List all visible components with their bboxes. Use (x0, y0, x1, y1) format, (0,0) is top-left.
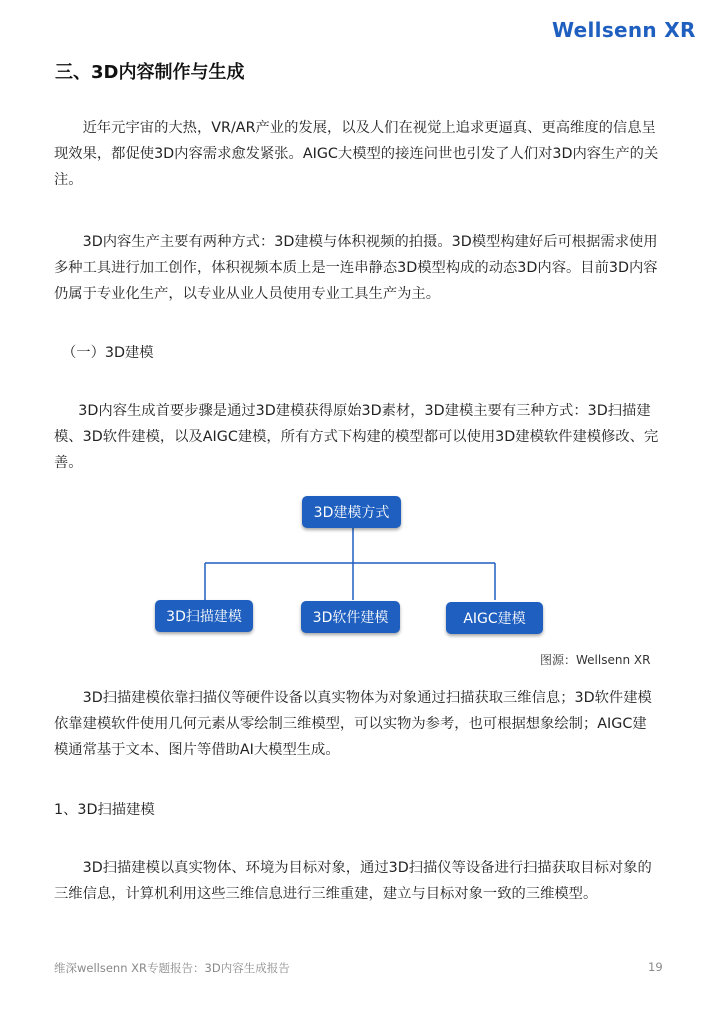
modeling-methods-diagram (0, 490, 710, 640)
paragraph-scan-modeling: 3D扫描建模以真实物体、环境为目标对象，通过3D扫描仪等设备进行扫描获取目标对象的三维信息，计算机利用这些三维信息进行三维重建，建立与目标对象一致的三维模型。 (54, 860, 652, 902)
paragraph-production-methods: 3D内容生产主要有两种方式：3D建模与体积视频的拍摄。3D模型构建好后可根据需求使用多种工具进行加工创作，体积视频本质上是一连串静态3D模型构成的动态3D内容。目前3D内容仍属于专业化生产，以专业从业人员使用专业工具生产为主。 (54, 234, 658, 302)
paragraph-modeling-steps: 3D内容生成首要步骤是通过3D建模获得原始3D素材，3D建模主要有三种方式：3D扫描建模、3D软件建模，以及AIGC建模，所有方式下构建的模型都可以使用3D建模软件建模修改、完善。 (54, 403, 659, 471)
figure-caption: 图源：Wellsenn XR (540, 653, 651, 667)
diagram-box-scan: 3D扫描建模 (155, 600, 253, 632)
diagram-box-software: 3D软件建模 (301, 601, 400, 633)
subheading-3d-scan: 1、3D扫描建模 (54, 802, 155, 818)
paragraph-modeling-comparison: 3D扫描建模依靠扫描仪等硬件设备以真实物体为对象通过扫描获取三维信息；3D软件建模依靠建模软件使用几何元素从零绘制三维模型，可以实物为参考，也可根据想象绘制；AIGC建模通常基于文本、图片等借助AI大模型生成。 (54, 690, 652, 758)
paragraph-intro: 近年元宇宙的大热，VR/AR产业的发展，以及人们在视觉上追求更逼真、更高维度的信息呈现效果，都促使3D内容需求愈发紧张。AIGC大模型的接连问世也引发了人们对3D内容生产的关注。 (54, 120, 659, 188)
page-number: 19 (648, 960, 663, 974)
footer-report-title: 维深wellsenn XR专题报告：3D内容生成报告 (54, 961, 290, 975)
subheading-3d-modeling: （一）3D建模 (62, 345, 154, 361)
wellsenn-logo: Wellsenn XR (552, 18, 696, 42)
diagram-box-aigc: AIGC建模 (446, 602, 543, 634)
section-title: 三、3D内容制作与生成 (55, 62, 245, 83)
diagram-root-box: 3D建模方式 (302, 496, 401, 528)
